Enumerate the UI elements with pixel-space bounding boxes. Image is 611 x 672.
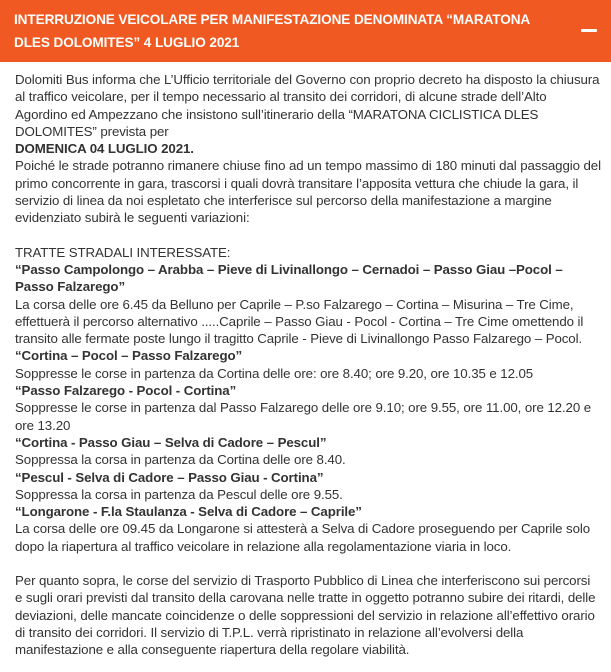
route-detail: Soppressa la corsa in partenza da Pescul delle ore 9.55. <box>15 486 343 502</box>
notice-header[interactable] <box>0 0 611 62</box>
route-name: “Longarone - F.la Staulanza - Selva di Cadore – Caprile” <box>15 504 362 520</box>
route-detail: La corsa delle ore 6.45 da Belluno per Caprile – P.so Falzarego – Cortina – Misurina – Tre Cime, effettuerà il percorso alternativo .....Caprile – Passo Giau - Pocol - Cortina – Tre Cime omettendo il transito alle fermate poste lungo il tragitto Caprile - Pieve di Livinallongo Passo Falzarego – Pocol. <box>15 296 584 347</box>
minus-icon[interactable] <box>581 22 597 38</box>
route-detail: Soppressa la corsa in partenza da Cortina delle ore 8.40. <box>15 452 346 468</box>
route-name: “Cortina – Pocol – Passo Falzarego” <box>15 348 243 364</box>
minus-icon-bar <box>581 29 597 32</box>
closing-text: Per quanto sopra, le corse del servizio di Trasporto Pubblico di Linea che interferiscono sui percorsi e sugli orari previsti dal transito della carovana nelle tratte in oggetto potranno subire dei ritardi, delle deviazioni, delle mancate coincidenze o delle soppressioni del servizio in relazione all’effettivo orario di transito dei corridori. Il servizio di T.P.L. verrà ripristinato in relazione all’evolversi della manifestazione e alla conseguente riapertura della regolare viabilità. <box>15 573 596 658</box>
intro-text: Dolomiti Bus informa che L’Ufficio territoriale del Governo con proprio decreto ha disposto la chiusura al traffico veicolare, per il tempo necessario al transito dei corridori, di alcune strade dell’Alto Agordino ed Ampezzano che insistono sull’itinerario della “MARATONA CICLISTICA DLES DOLOMITES” prevista per <box>15 72 600 139</box>
route-name: “Passo Falzarego - Pocol - Cortina” <box>15 383 237 399</box>
spacer <box>15 555 601 572</box>
notice-body <box>0 62 611 659</box>
route-name: “Passo Campolongo – Arabba – Pieve di Livinallongo – Cernadoi – Passo Giau –Pocol – Passo Falzarego” <box>15 261 563 295</box>
notice-title: INTERRUZIONE VEICOLARE PER MANIFESTAZIONE DENOMINATA “MARATONA DLES DOLOMITES” 4 LUGLIO 2021 <box>14 12 530 50</box>
spacer <box>15 227 601 244</box>
route-detail: La corsa delle ore 09.45 da Longarone si attesterà a Selva di Cadore proseguendo per Caprile solo dopo la riapertura al traffico veicolare in relazione alla regolamentazione viaria in loco. <box>15 521 591 554</box>
route-detail: Soppresse le corse in partenza dal Passo Falzarego delle ore 9.10; ore 9.55, ore 11.00, ore 12.20 e ore 13.20 <box>15 400 592 433</box>
route-name: “Cortina - Passo Giau – Selva di Cadore – Pescul” <box>15 434 327 450</box>
route-detail: Soppresse le corse in partenza da Cortina delle ore: ore 8.40; ore 9.20, ore 10.35 e 12.05 <box>15 365 534 381</box>
closure-details: Poiché le strade potranno rimanere chiuse fino ad un tempo massimo di 180 minuti dal passaggio del primo concorrente in gara, trascorsi i quali dovrà transitare l’apposita vettura che chiude la gara, il servizio di linea da noi espletato che interferisce sul percorso della manifestazione a margine evidenziato subirà le seguenti variazioni: <box>15 158 601 226</box>
event-date: DOMENICA 04 LUGLIO 2021. <box>15 141 194 157</box>
route-name: “Pescul - Selva di Cadore – Passo Giau - Cortina” <box>15 469 324 485</box>
section-title: TRATTE STRADALI INTERESSATE: <box>15 244 231 260</box>
